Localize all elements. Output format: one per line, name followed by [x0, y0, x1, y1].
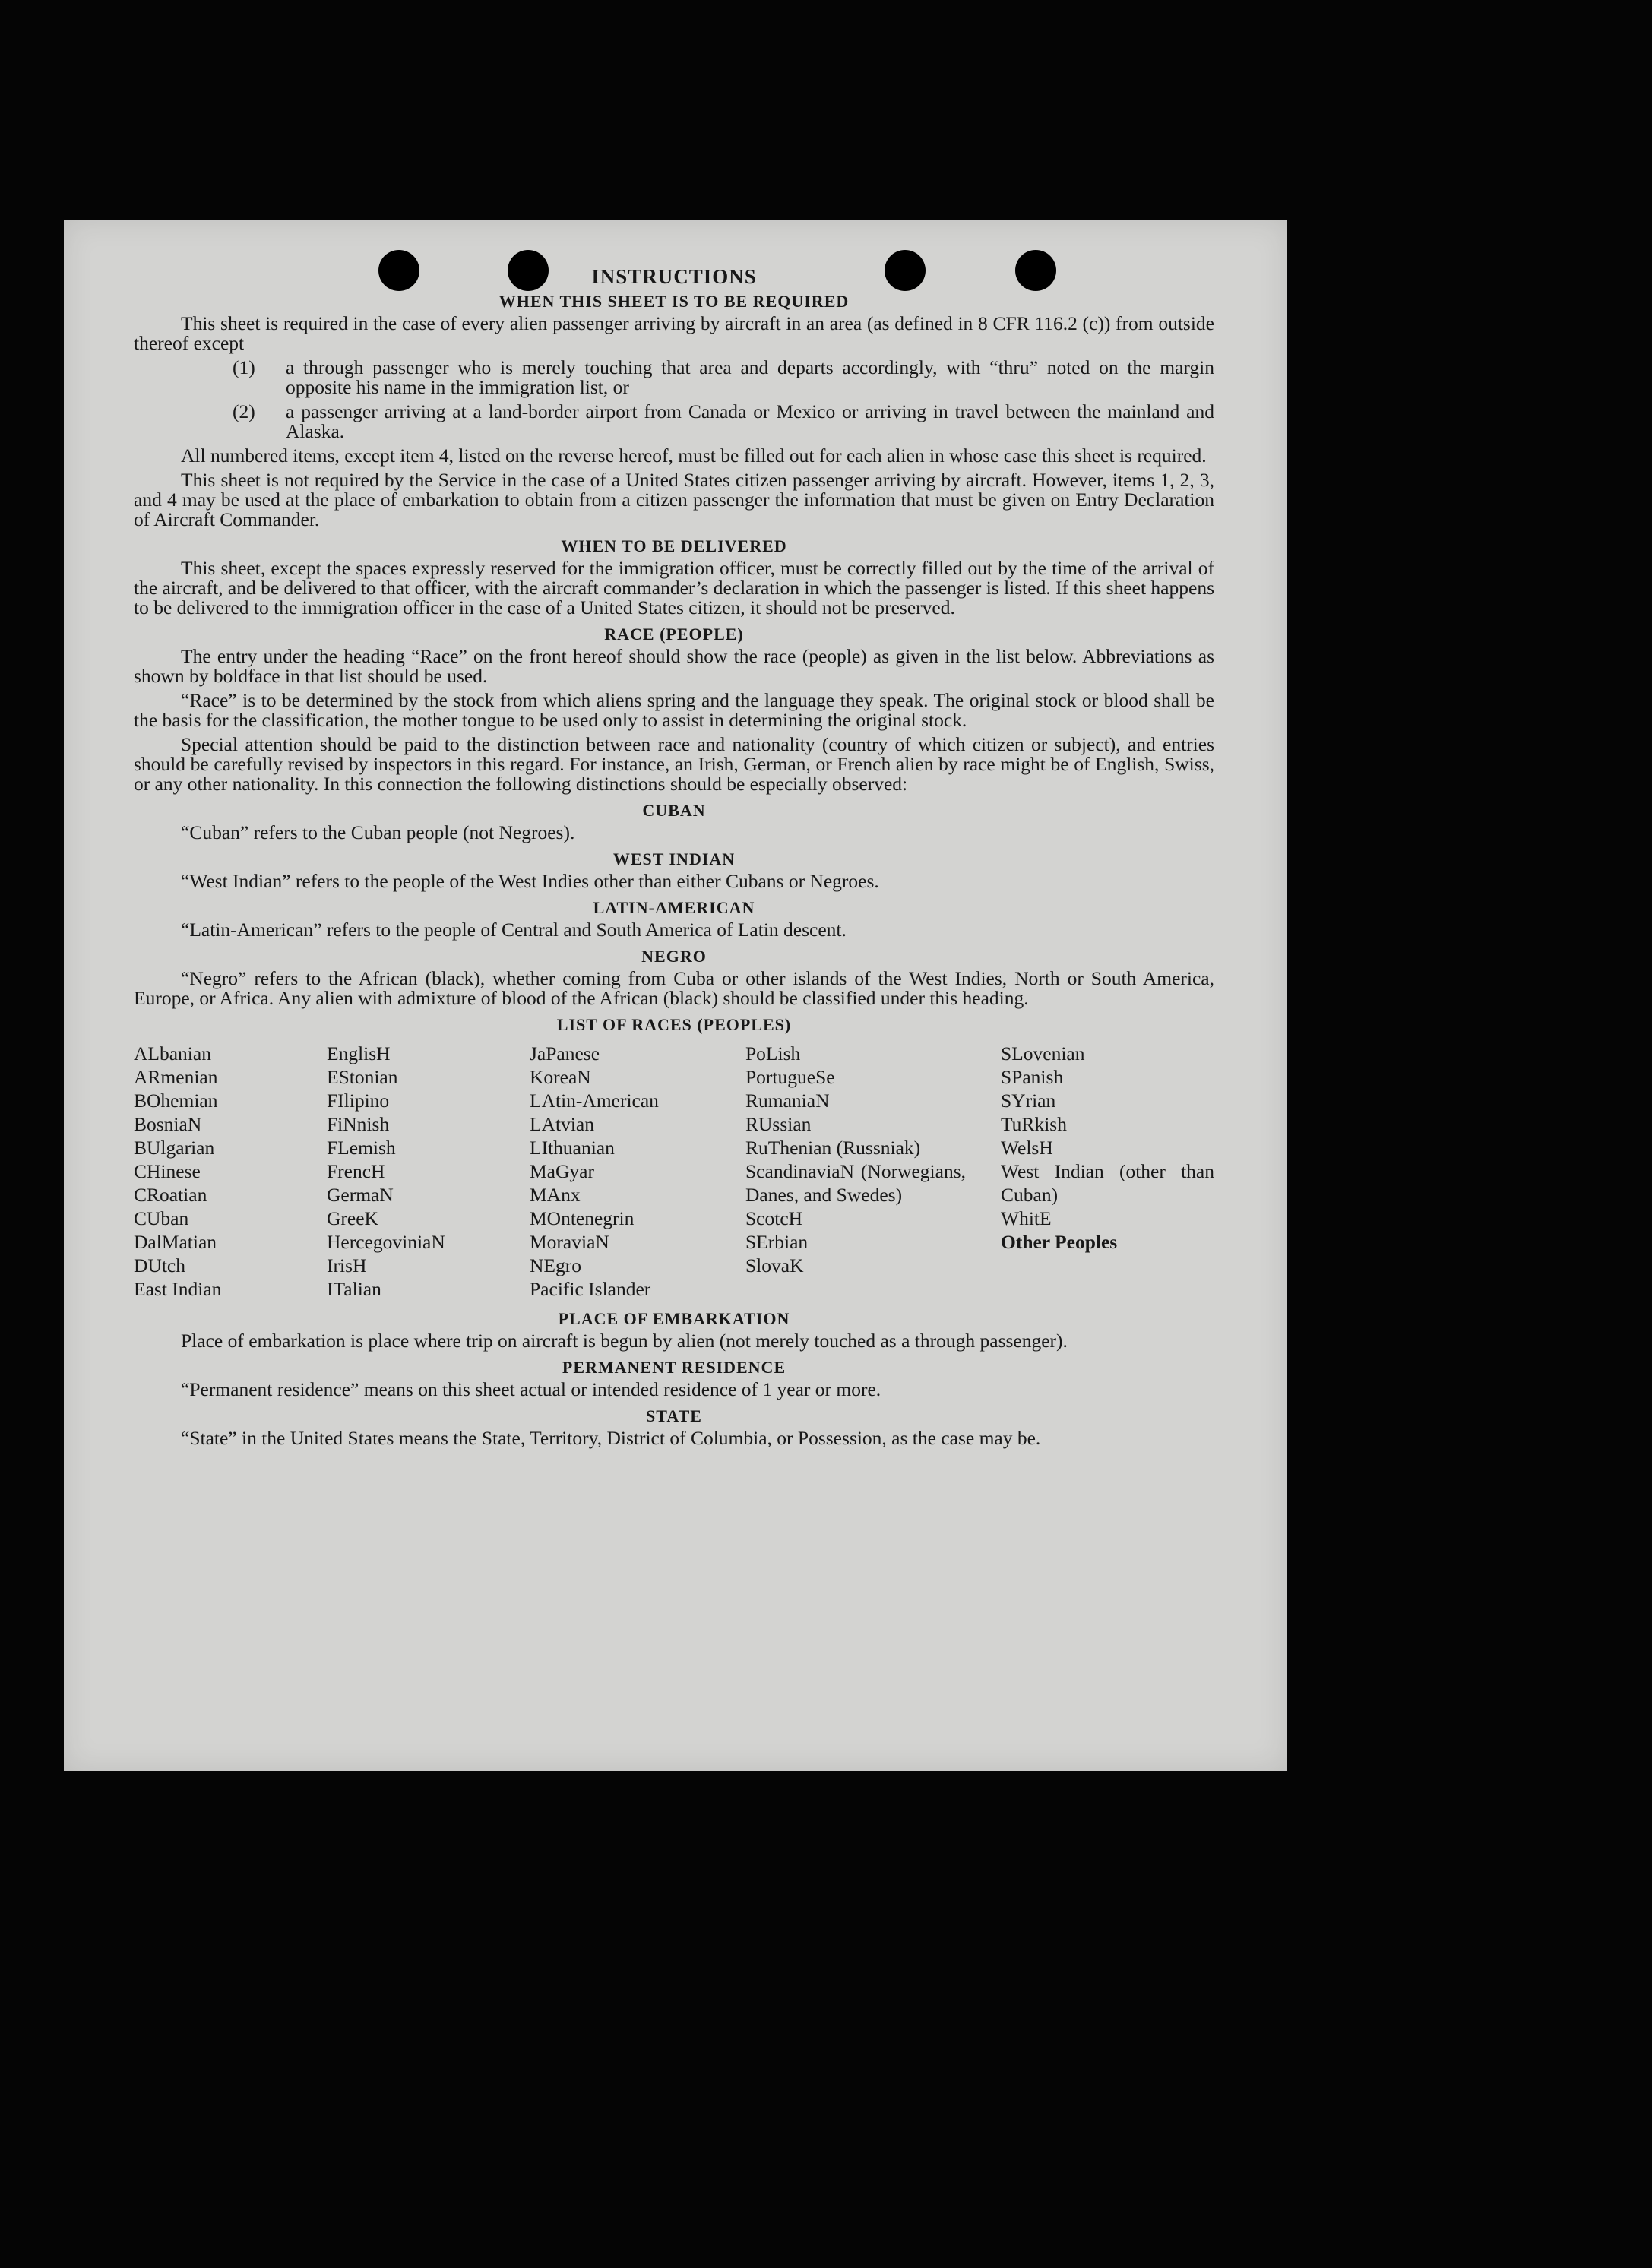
punch-hole	[508, 250, 549, 291]
section-heading: STATE	[646, 1406, 702, 1425]
paragraph: “Race” is to be determined by the stock from which aliens spring and the language they speak. The original stock or blood shall be the basis for the classification, the mother tongue to be used only to assist in determining the original stock.	[134, 689, 1214, 731]
race-entry: EStonian	[327, 1066, 398, 1088]
race-entry: SLovenian	[1001, 1042, 1085, 1064]
race-entry: BUlgarian	[134, 1137, 215, 1159]
race-entry: RumaniaN	[745, 1090, 830, 1112]
paragraph: This sheet, except the spaces expressly reserved for the immigration officer, must be correctly filled out by the time of the arrival of the aircraft, and be delivered to that officer, with the aircraft commander’s declaration in which the passenger is listed. If this sheet happens to be delivered to the immigration officer in the case of a United States citizen, it should not be preserved.	[134, 557, 1214, 618]
race-entry: SYrian	[1001, 1090, 1056, 1112]
race-entry: BOhemian	[134, 1090, 218, 1112]
paragraph: “State” in the United States means the State, Territory, District of Columbia, or Possession, as the case may be.	[181, 1427, 1041, 1449]
race-entry: LAtvian	[530, 1113, 594, 1135]
race-entry: ARmenian	[134, 1066, 218, 1088]
race-entry: TuRkish	[1001, 1113, 1067, 1135]
race-entry: BosniaN	[134, 1113, 202, 1135]
race-entry: PoLish	[745, 1042, 801, 1064]
race-entry: KoreaN	[530, 1066, 591, 1088]
race-entry: FiNnish	[327, 1113, 390, 1135]
races-column	[134, 1042, 327, 1301]
paragraph: The entry under the heading “Race” on the front hereof should show the race (people) as given in the list below. Abbreviations as shown by boldface in that list should be used.	[134, 645, 1214, 687]
race-entry: GreeK	[327, 1207, 378, 1229]
races-column	[530, 1042, 745, 1301]
punch-hole	[1015, 250, 1056, 291]
paragraph: This sheet is required in the case of every alien passenger arriving by aircraft in an area (as defined in 8 CFR 116.2 (c)) from outside thereof except	[134, 312, 1214, 354]
race-entry: JaPanese	[530, 1042, 600, 1064]
paragraph: “Cuban” refers to the Cuban people (not Negroes).	[181, 821, 575, 843]
paragraph: “West Indian” refers to the people of the West Indies other than either Cubans or Negroes.	[181, 870, 879, 892]
instruction-sheet	[64, 220, 1287, 1771]
race-entry: CUban	[134, 1207, 189, 1229]
list-item: (1) a through passenger who is merely touching that area and departs accordingly, with “thru” noted on the margin opposite his name in the immigration list, or	[233, 356, 1214, 398]
section-heading: WHEN THIS SHEET IS TO BE REQUIRED	[498, 292, 850, 311]
section-heading: LATIN-AMERICAN	[593, 898, 755, 917]
race-entry: MOntenegrin	[530, 1207, 635, 1229]
section-heading: RACE (PEOPLE)	[604, 625, 744, 644]
races-list	[134, 1042, 1214, 1301]
section-heading: CUBAN	[642, 801, 706, 820]
race-entry: CRoatian	[134, 1184, 207, 1206]
race-entry: FrencH	[327, 1160, 385, 1182]
race-entry: MAnx	[530, 1184, 581, 1206]
punch-hole	[378, 250, 419, 291]
race-entry: NEgro	[530, 1254, 581, 1276]
race-entry: RUssian	[745, 1113, 812, 1135]
race-entry: Pacific Islander	[530, 1278, 651, 1300]
race-entry: CHinese	[134, 1160, 201, 1182]
race-entry: FIlipino	[327, 1090, 390, 1112]
races-column	[745, 1042, 966, 1301]
paragraph: “Negro” refers to the African (black), whether coming from Cuba or other islands of the West Indies, North or South America, Europe, or Africa. Any alien with admixture of blood of the African (black) should be classified under this heading.	[134, 967, 1214, 1009]
race-entry: DalMatian	[134, 1231, 217, 1253]
page-title: INSTRUCTIONS	[591, 265, 757, 288]
section-heading: PERMANENT RESIDENCE	[562, 1358, 786, 1377]
race-entry: ITalian	[327, 1278, 381, 1300]
race-entry: GermaN	[327, 1184, 394, 1206]
race-entry: ScotcH	[745, 1207, 803, 1229]
race-entry: HercegoviniaN	[327, 1231, 445, 1253]
races-column	[327, 1042, 530, 1301]
punch-hole	[885, 250, 926, 291]
race-entry: East Indian	[134, 1278, 222, 1300]
races-column	[1001, 1042, 1214, 1301]
race-entry: LIthuanian	[530, 1137, 615, 1159]
section-heading: WEST INDIAN	[612, 849, 736, 868]
section-heading: LIST OF RACES (PEOPLES)	[556, 1015, 792, 1034]
paragraph: “Latin-American” refers to the people of Central and South America of Latin descent.	[181, 919, 847, 941]
paragraph: This sheet is not required by the Service in the case of a United States citizen passenger arriving by aircraft. However, items 1, 2, 3, and 4 may be used at the place of embarkation to obtain from a citizen passenger the information that must be given on Entry Declaration of Aircraft Commander.	[134, 469, 1214, 530]
paragraph: Place of embarkation is place where trip on aircraft is begun by alien (not merely touched as a through passenger).	[181, 1330, 1068, 1352]
race-entry: SErbian	[745, 1231, 809, 1253]
race-entry: ALbanian	[134, 1042, 211, 1064]
race-entry: Other Peoples	[1001, 1231, 1118, 1253]
race-entry: RuThenian (Russniak)	[745, 1137, 921, 1159]
race-entry: West Indian (other than Cuban)	[1001, 1160, 1214, 1206]
section-heading: WHEN TO BE DELIVERED	[561, 536, 787, 555]
paragraph: Special attention should be paid to the distinction between race and nationality (country of which citizen or subject), and entries should be carefully revised by inspectors in this regard. For instance, an Irish, German, or French alien by race might be of English, Swiss, or any other nationality. In this connection the following distinctions should be especially observed:	[134, 733, 1214, 795]
paragraph: All numbered items, except item 4, listed on the reverse hereof, must be filled out for each alien in whose case this sheet is required.	[181, 444, 1207, 467]
race-entry: LAtin-American	[530, 1090, 659, 1112]
race-entry: DUtch	[134, 1254, 185, 1276]
race-entry: FLemish	[327, 1137, 396, 1159]
list-item: (2) a passenger arriving at a land-border airport from Canada or Mexico or arriving in travel between the mainland and Alaska.	[233, 400, 1214, 442]
section-heading: PLACE OF EMBARKATION	[558, 1309, 790, 1328]
race-entry: MaGyar	[530, 1160, 594, 1182]
section-heading: NEGRO	[641, 947, 707, 966]
race-entry: EnglisH	[327, 1042, 391, 1064]
race-entry: WelsH	[1001, 1137, 1053, 1159]
race-entry: SPanish	[1001, 1066, 1064, 1088]
race-entry: SlovaK	[745, 1254, 804, 1276]
race-entry: IrisH	[327, 1254, 367, 1276]
race-entry: WhitE	[1001, 1207, 1052, 1229]
race-entry: ScandinaviaN (Norwegians, Danes, and Swedes)	[745, 1160, 966, 1206]
race-entry: PortugueSe	[745, 1066, 835, 1088]
paragraph: “Permanent residence” means on this sheet actual or intended residence of 1 year or more.	[181, 1378, 881, 1400]
race-entry: MoraviaN	[530, 1231, 609, 1253]
